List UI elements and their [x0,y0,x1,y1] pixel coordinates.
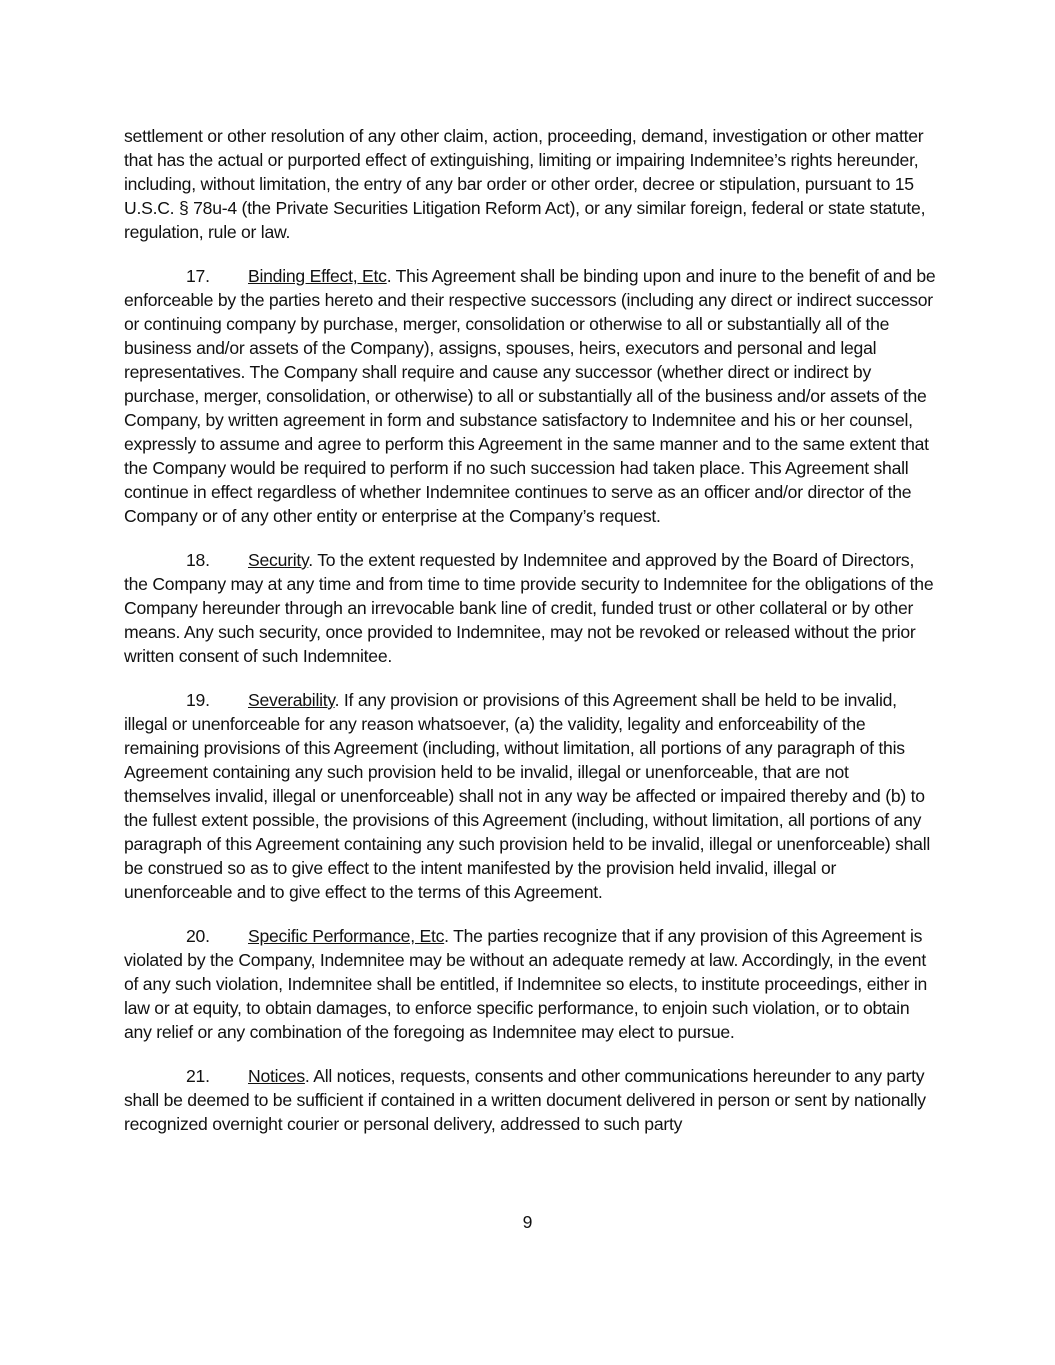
section-17 [124,264,936,528]
section-text: . The parties recognize that if any provision of this Agreement is violated by the Company, Indemnitee may be without an adequate remedy at law. Accordingly, in the event of any such violation, Indemnitee shall be entitled, if Indemnitee so elects, to institute proceedings, either in law or at equity, to obtain damages, to enforce specific performance, to enjoin such violation, or to obtain any relief or any combination of the foregoing as Indemnitee may elect to pursue. [124,926,928,1042]
section-18 [124,548,936,668]
section-number: 17. [186,266,210,286]
section-heading: Binding Effect, Etc [248,266,387,286]
section-heading: Security [248,550,309,570]
section-number: 21. [186,1066,210,1086]
section-text: . This Agreement shall be binding upon and inure to the benefit of and be enforceable by the parties hereto and their respective successors (including any direct or indirect successor or continuing company by purchase, merger, consolidation or otherwise to all or substantially all of the business and/or assets of the Company), assigns, spouses, heirs, executors and personal and legal representatives. The Company shall require and cause any successor (whether direct or indirect by purchase, merger, consolidation, or otherwise) to all or substantially all of the business and/or assets of the Company, by written agreement in form and substance satisfactory to Indemnitee and his or her counsel, expressly to assume and agree to perform this Agreement in the same manner and to the same extent that the Company would be required to perform if no such succession had taken place. This Agreement shall continue in effect regardless of whether Indemnitee continues to serve as an officer and/or director of the Company or of any other entity or enterprise at the Company’s request. [124,266,936,526]
section-heading: Severability [248,690,335,710]
section-text: . All notices, requests, consents and other communications hereunder to any party shall be deemed to be sufficient if contained in a written document delivered in person or sent by nationally recognized overnight courier or personal delivery, addressed to such party [124,1066,926,1134]
section-number: 19. [186,690,210,710]
section-heading: Specific Performance, Etc [248,926,445,946]
section-21 [124,1064,936,1136]
section-heading: Notices [248,1066,305,1086]
document-page [124,124,936,1156]
continuation-paragraph: settlement or other resolution of any other claim, action, proceeding, demand, investigation or other matter that has the actual or purported effect of extinguishing, limiting or impairing Indemnitee’s rights hereunder, including, without limitation, the entry of any bar order or other order, decree or stipulation, pursuant to 15 U.S.C. § 78u-4 (the Private Securities Litigation Reform Act), or any similar foreign, federal or state statute, regulation, rule or law. [124,126,926,242]
section-number: 18. [186,550,210,570]
section-19 [124,688,936,904]
section-text: . If any provision or provisions of this Agreement shall be held to be invalid, illegal or unenforceable for any reason whatsoever, (a) the validity, legality and enforceability of the remaining provisions of this Agreement (including, without limitation, all portions of any paragraph of this Agreement containing any such provision held to be invalid, illegal or unenforceable, that are not themselves invalid, illegal or unenforceable) shall not in any way be affected or impaired thereby and (b) to the fullest extent possible, the provisions of this Agreement (including, without limitation, all portions of any paragraph of this Agreement containing any such provision held to be invalid, illegal or unenforceable) shall be construed so as to give effect to the intent manifested by the provision held invalid, illegal or unenforceable and to give effect to the terms of this Agreement. [124,690,931,902]
page-number: 9 [522,1212,533,1232]
section-number: 20. [186,926,210,946]
section-20 [124,924,936,1044]
section-text: . To the extent requested by Indemnitee and approved by the Board of Directors, the Company may at any time and from time to time provide security to Indemnitee for the obligations of the Company hereunder through an irrevocable bank line of credit, funded trust or other collateral or by other means. Any such security, once provided to Indemnitee, may not be revoked or released without the prior written consent of such Indemnitee. [124,550,934,666]
